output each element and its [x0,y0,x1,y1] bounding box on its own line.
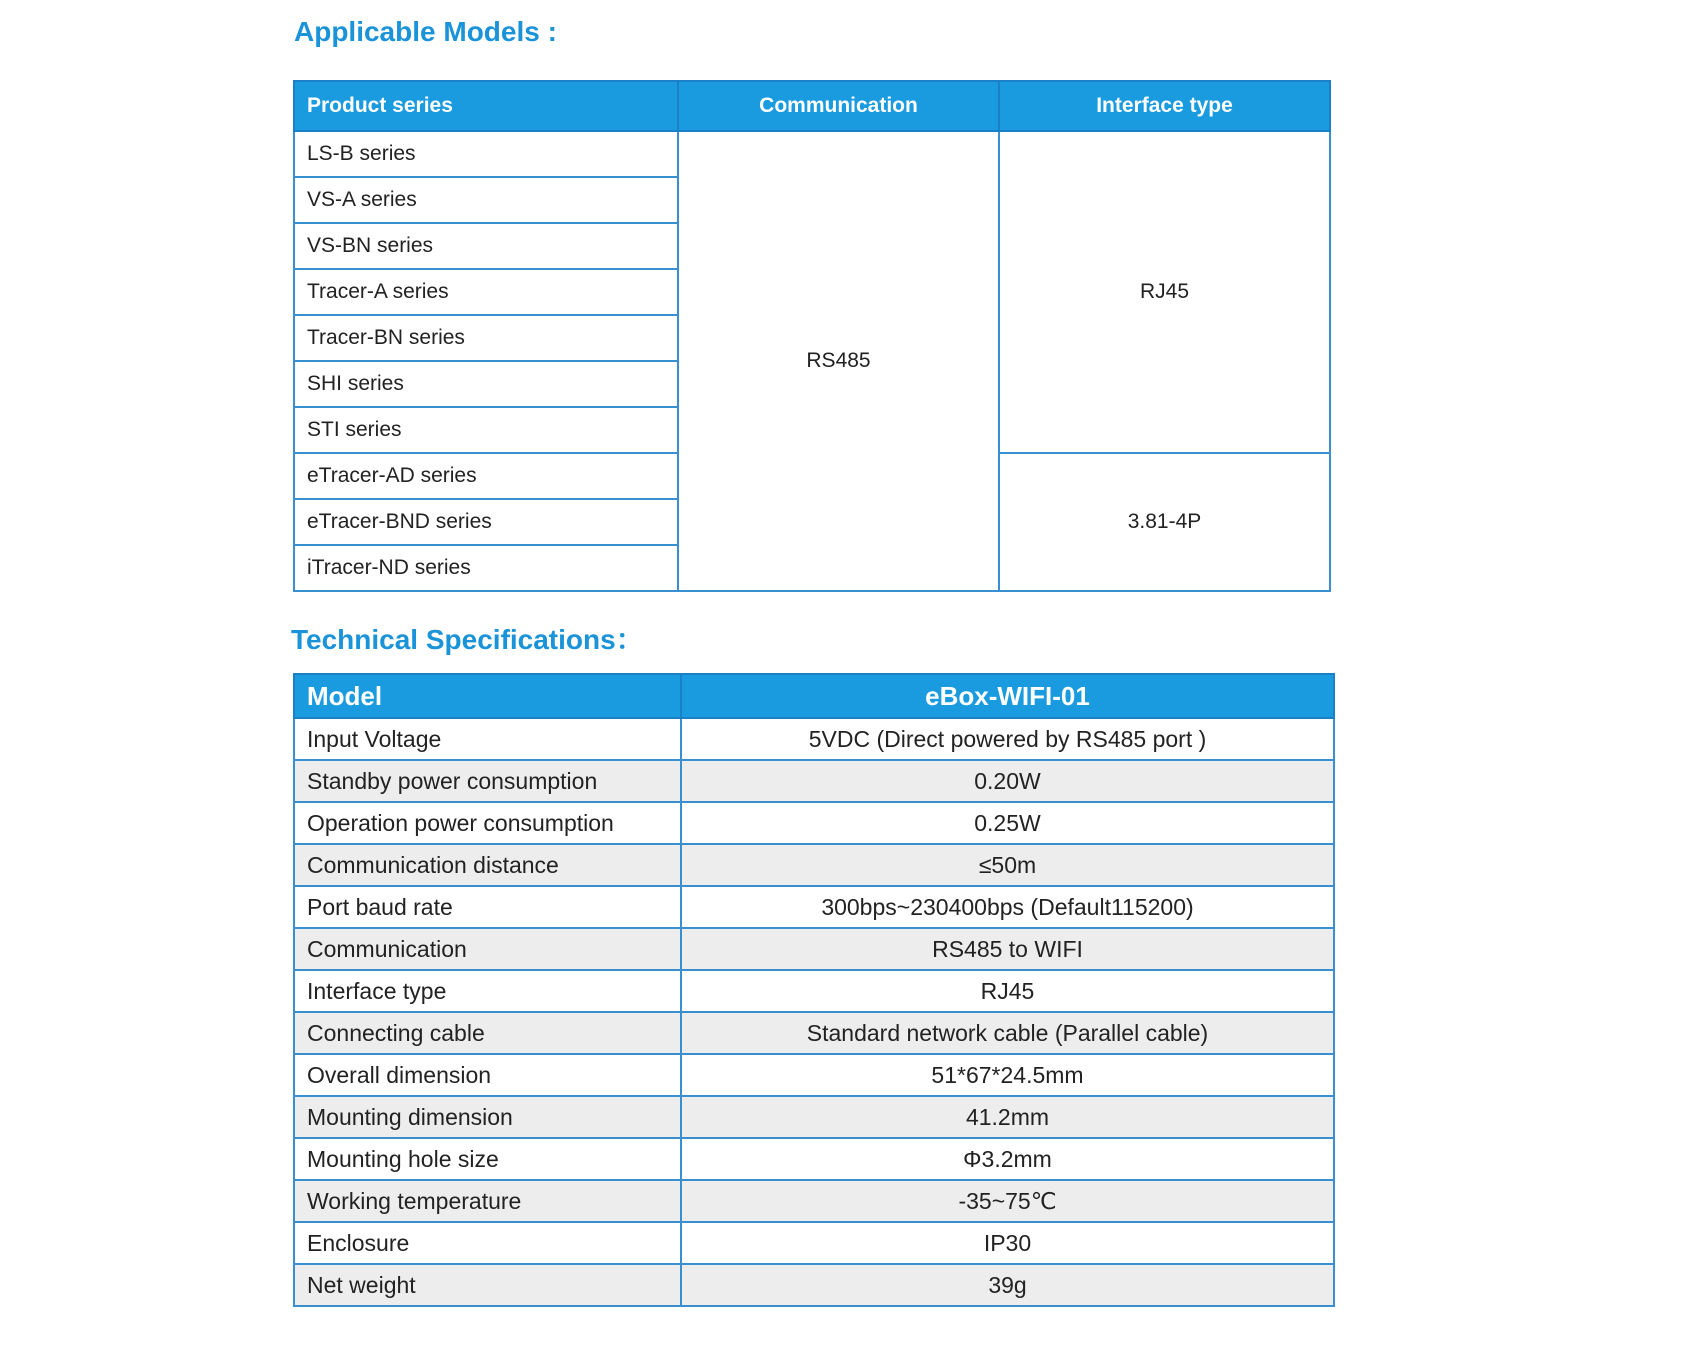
spec-value: Φ3.2mm [681,1138,1334,1180]
model-header-label: Model [294,674,681,718]
col-header-interface-type: Interface type [999,81,1330,131]
table-row [294,970,1334,1012]
product-series-cell: SHI series [294,361,678,407]
col-header-communication: Communication [678,81,999,131]
spec-label: Mounting dimension [294,1096,681,1138]
spec-label: Port baud rate [294,886,681,928]
spec-value: 39g [681,1264,1334,1306]
col-header-product-series: Product series [294,81,678,131]
interface-rj45-cell: RJ45 [999,131,1330,453]
table-row [294,844,1334,886]
spec-value: RS485 to WIFI [681,928,1334,970]
product-series-cell: Tracer-A series [294,269,678,315]
spec-label: Operation power consumption [294,802,681,844]
table-row [294,1096,1334,1138]
table-row [294,1054,1334,1096]
product-series-cell: VS-BN series [294,223,678,269]
spec-value: 0.20W [681,760,1334,802]
spec-label: Standby power consumption [294,760,681,802]
product-series-cell: VS-A series [294,177,678,223]
spec-label: Overall dimension [294,1054,681,1096]
technical-specifications-table [293,673,1335,1307]
product-series-cell: LS-B series [294,131,678,177]
product-series-cell: STI series [294,407,678,453]
table-row [294,886,1334,928]
spec-value: 0.25W [681,802,1334,844]
spec-label: Net weight [294,1264,681,1306]
table-row [294,760,1334,802]
spec-label: Mounting hole size [294,1138,681,1180]
spec-value: -35~75℃ [681,1180,1334,1222]
spec-label: Working temperature [294,1180,681,1222]
spec-value: 41.2mm [681,1096,1334,1138]
product-series-cell: Tracer-BN series [294,315,678,361]
product-series-cell: eTracer-BND series [294,499,678,545]
spec-value: IP30 [681,1222,1334,1264]
spec-label: Connecting cable [294,1012,681,1054]
models-header-row [294,81,1330,131]
table-row [294,131,1330,177]
table-row [294,1138,1334,1180]
table-row [294,1180,1334,1222]
spec-label: Communication distance [294,844,681,886]
spec-value: 300bps~230400bps (Default115200) [681,886,1334,928]
table-row [294,1222,1334,1264]
table-row [294,718,1334,760]
product-series-cell: iTracer-ND series [294,545,678,591]
spec-value: 5VDC (Direct powered by RS485 port ) [681,718,1334,760]
spec-label: Input Voltage [294,718,681,760]
spec-label: Interface type [294,970,681,1012]
product-series-cell: eTracer-AD series [294,453,678,499]
spec-label: Enclosure [294,1222,681,1264]
communication-cell: RS485 [678,131,999,591]
spec-value: 51*67*24.5mm [681,1054,1334,1096]
table-row [294,1012,1334,1054]
model-header-value: eBox-WIFI-01 [681,674,1334,718]
applicable-models-heading: Applicable Models : [294,16,557,47]
spec-label: Communication [294,928,681,970]
spec-value: ≤50m [681,844,1334,886]
table-row [294,1264,1334,1306]
applicable-models-table [293,80,1331,592]
technical-specifications-heading: Technical Specifications： [291,624,644,655]
spec-value: Standard network cable (Parallel cable) [681,1012,1334,1054]
interface-381-cell: 3.81-4P [999,453,1330,591]
specs-header-row [294,674,1334,718]
spec-value: RJ45 [681,970,1334,1012]
table-row [294,928,1334,970]
table-row [294,802,1334,844]
